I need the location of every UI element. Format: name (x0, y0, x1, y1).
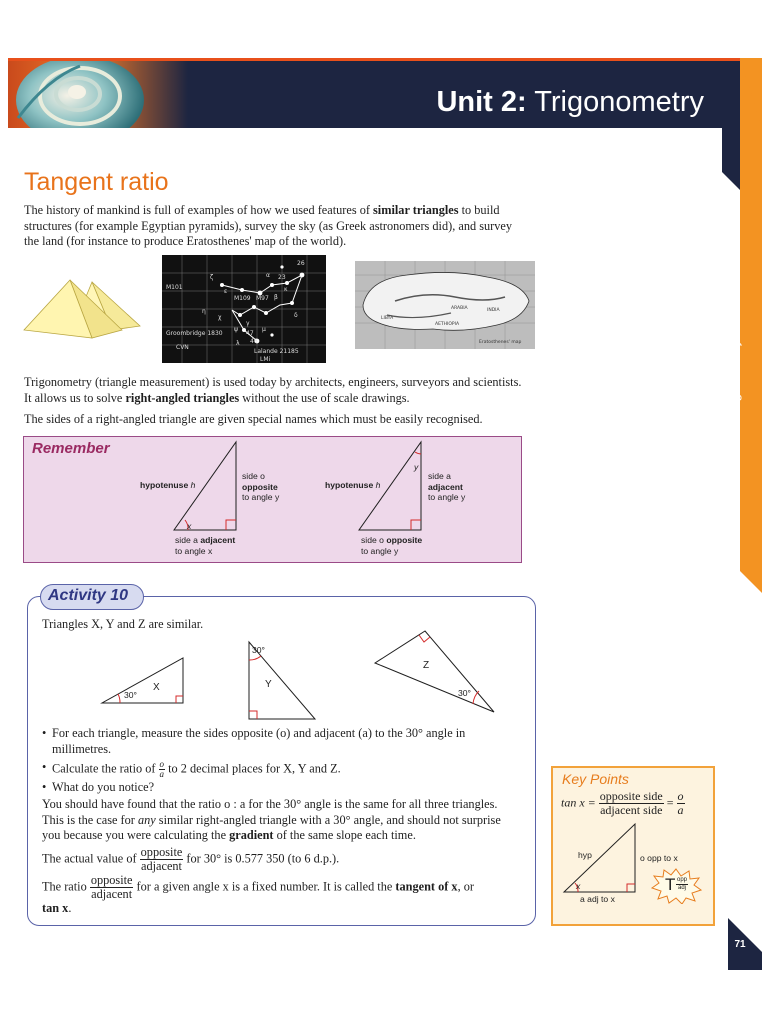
kp-opp-label: o opp to x (640, 853, 678, 863)
key-points-title: Key Points (562, 771, 629, 787)
star-label-kappa: κ (284, 286, 288, 293)
star-label-zeta: ζ (210, 274, 214, 281)
remember-t2-angle: y (414, 462, 419, 472)
star-label-cvn: CVN (176, 344, 189, 351)
eratosthenes-map-image (355, 261, 535, 349)
burst-fraction: $\frac{\text{opp}}{\text{adj}}$ (677, 877, 688, 891)
star-label-beta: β (274, 294, 278, 301)
star-label-mu: μ (262, 326, 266, 333)
triangle-x (100, 656, 186, 706)
star-label-chi: χ (218, 314, 222, 321)
star-label-eta: η (202, 308, 206, 315)
remember-t1-bottom-label: side a adjacent to angle x (175, 535, 236, 556)
kp-angle: x (576, 881, 581, 891)
star-label-m101: M101 (166, 284, 183, 291)
star-label-m97: M97 (256, 295, 269, 302)
tan-formula: tan x = $\frac{\text{opposite side}}{\text{adjacent side}}$ = $\frac{o}{a}$ (561, 789, 684, 817)
star-label-epsilon: ε (224, 288, 228, 295)
remember-title: Remember (32, 440, 110, 457)
kp-hyp-label: hyp (578, 850, 592, 860)
star-label-lmi: LMi (260, 356, 271, 363)
triangle-z (373, 629, 497, 715)
star-label-delta: δ (294, 312, 298, 319)
actual-value-line: The actual value of $\frac{\text{opposite}}{\text{adjacent}}$ for 30° is 0.577 350 (to 6 d.p.). (42, 845, 340, 873)
star-label-lambda: λ (236, 340, 240, 347)
triangle-x-label: X (153, 682, 160, 693)
remember-t1-hypotenuse: hypotenuse h (140, 480, 196, 490)
burst-t-letter: T (665, 875, 676, 894)
map-label-aethiopia: AETHIOPIA (435, 322, 460, 327)
remember-t1-angle: x (187, 521, 192, 531)
map-label-india: INDIA (487, 308, 500, 313)
triangle-z-label: Z (423, 660, 430, 671)
star-label-47: 47 (246, 330, 254, 337)
triangle-y-label: Y (265, 679, 272, 690)
header-accent-line (8, 58, 743, 61)
activity-intro: Triangles X, Y and Z are similar. (42, 617, 204, 631)
tangent-definition: The ratio $\frac{\text{opposite}}{\text{adjacent}}$ for a given angle x is a fixed number. It is called the tangent of x, or tan x. (42, 873, 474, 915)
side-names-paragraph: The sides of a right-angled triangle are given special names which must be easily recognised. (24, 412, 483, 426)
page-number: 71 (734, 939, 746, 950)
bullet-2: • Calculate the ratio of $\frac{o}{a}$ to 2 decimal places for X, Y and Z. (42, 759, 341, 779)
triangle-z-angle: 30° (458, 688, 471, 698)
activity-finding: You should have found that the ratio o : a for the 30° angle is the same for all three triangles. This is the case for any similar right-angled triangle with a 30° angle, and should not surprise you because you were calculating the gradient of the same slope each time. (42, 797, 501, 842)
triangle-x-angle: 30° (124, 690, 137, 700)
intro-paragraph: The history of mankind is full of examples of how we used features of similar triangles to build structures (for example Egyptian pyramids), survey the sky (as Greek astronomers did), and survey the land (for instance to produce Eratosthenes' map of the world). (24, 203, 512, 248)
shell-image (8, 58, 188, 128)
star-chart-image (162, 255, 326, 363)
unit-title: Unit 2: Trigonometry (436, 86, 704, 118)
star-label-gamma: γ (246, 320, 250, 327)
star-label-psi: ψ (234, 326, 238, 333)
star-label-26: 26 (297, 260, 305, 267)
star-label-groombridge: Groombridge 1830 (166, 330, 223, 337)
bullet-3: • What do you notice? (42, 780, 155, 794)
triangle-y-angle: 30° (252, 645, 265, 655)
star-label-46: 46 (250, 338, 258, 345)
star-label-m109: M109 (234, 295, 251, 302)
trigonometry-paragraph: Trigonometry (triangle measurement) is used today by architects, engineers, surveyors and scientists. It allows us to solve right-angled triangles without the use of scale drawings. (24, 375, 522, 405)
side-tab-label: Unit 2: Trigonometry (727, 339, 742, 460)
kp-adj-label: a adj to x (580, 894, 615, 904)
remember-t2-hypotenuse: hypotenuse h (325, 480, 381, 490)
remember-t2-side-label: side a adjacent to angle y (428, 471, 466, 502)
star-label-alpha: α (266, 272, 270, 279)
section-title: Tangent ratio (24, 168, 169, 196)
bullet-1: • For each triangle, measure the sides opposite (o) and adjacent (a) to the 30° angle in millimetres. (42, 726, 466, 756)
remember-t2-bottom-label: side o opposite to angle y (361, 535, 423, 556)
key-points-triangle (562, 822, 642, 894)
star-label-23: 23 (278, 274, 286, 281)
activity-title: Activity 10 (48, 587, 129, 604)
activity-instructions (42, 726, 522, 796)
pyramids-illustration (22, 278, 142, 340)
map-label-arabia: ARABIA (451, 306, 468, 311)
star-label-lalande: Lalande 21185 (254, 348, 299, 355)
remember-t1-side-label: side o opposite to angle y (242, 471, 280, 502)
map-caption: Eratosthenes' map (479, 340, 522, 345)
map-label-libya: LIBYA (381, 316, 394, 321)
